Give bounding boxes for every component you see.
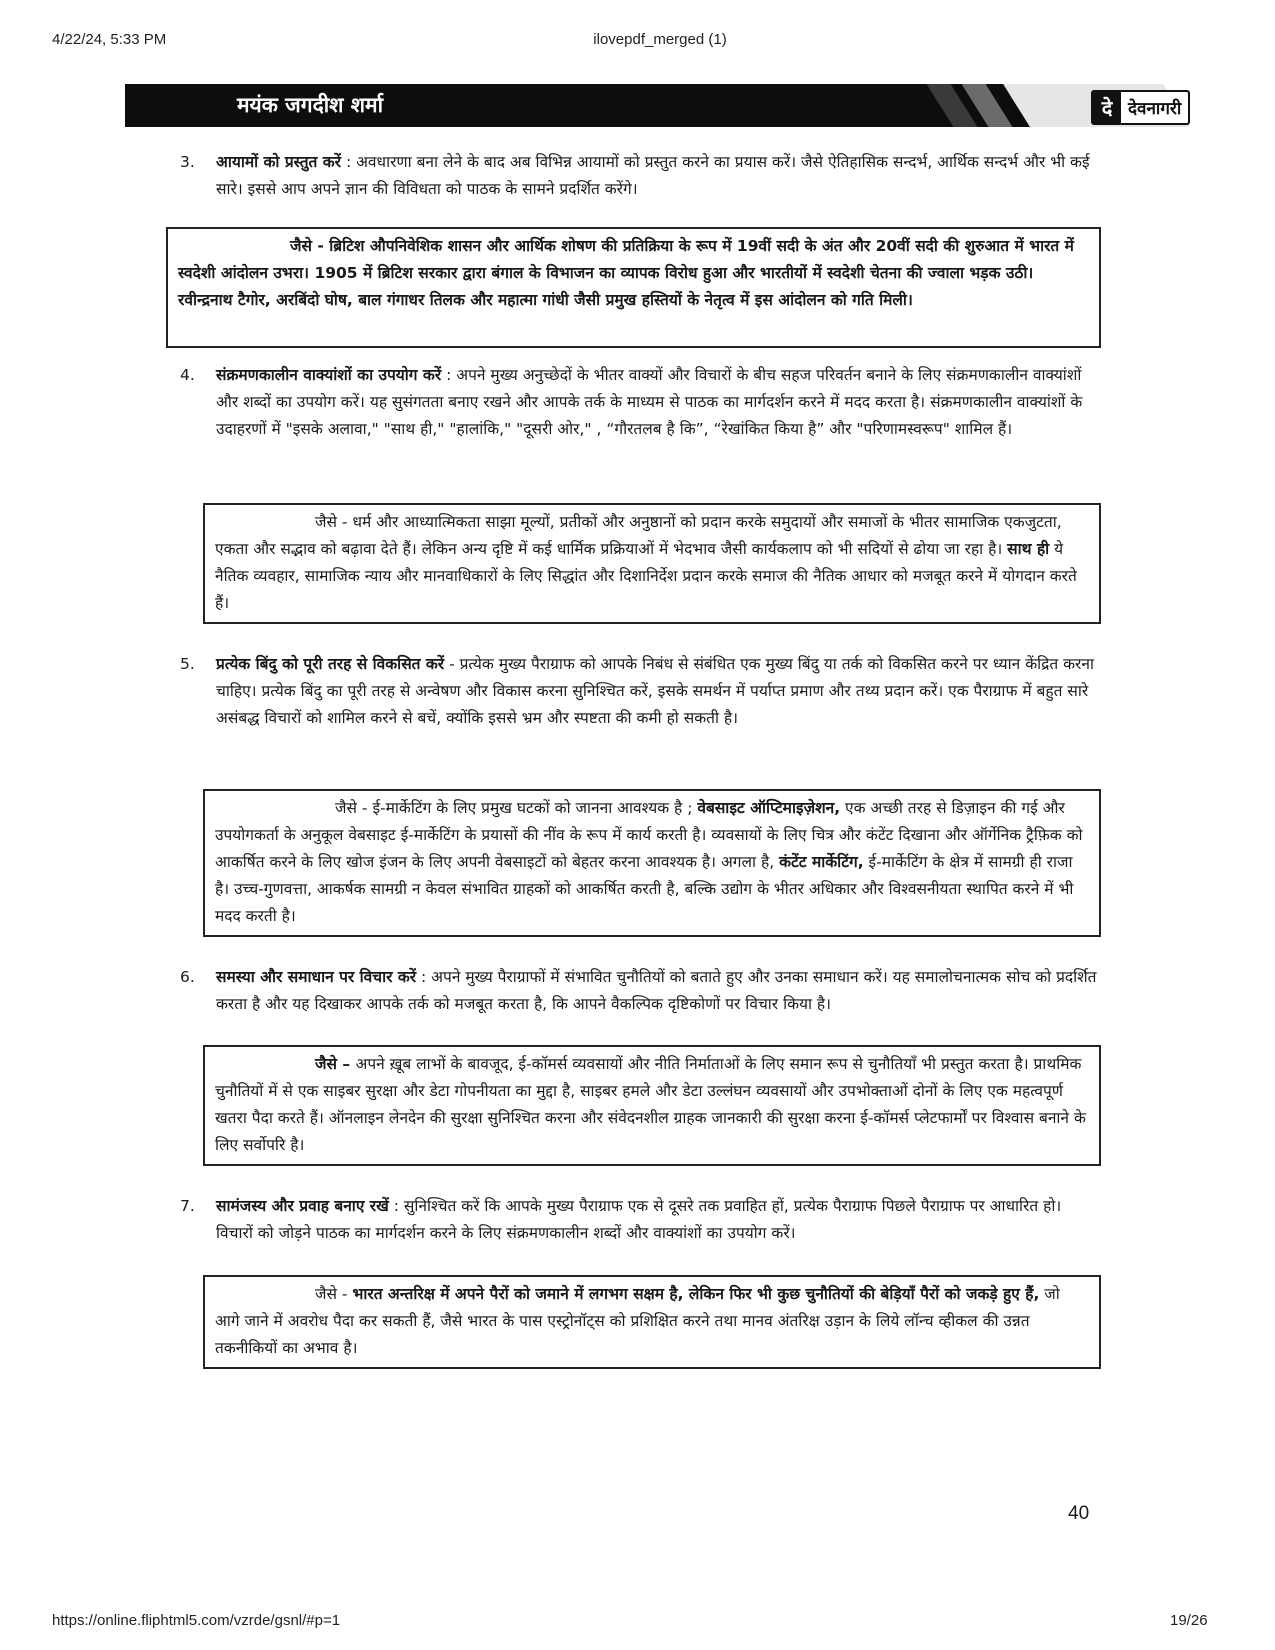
section-body [216,362,1100,443]
section-heading: समस्या और समाधान पर विचार करें [216,968,417,986]
section-text: : अपने मुख्य अनुच्छेदों के भीतर वाक्यों और विचारों के बीच सहज परिवर्तन बनाने के लिए संक्रमणकालीन वाक्यांशों और शब्दों का उपयोग करें। यह सुसंगतता बनाए रखने और आपके तर्क के माध्यम से पाठक का मार्गदर्शन करने में मदद करता है। संक्रमणकालीन वाक्यांशों के उदाहरणों में "इसके अलावा," "साथ ही," "हालांकि," "दूसरी ओर," , “गौरतलब है कि”, “रेखांकित किया है” और "परिणामस्वरूप" शामिल हैं। [216,366,1083,438]
example-lead: जैसे - [335,799,373,817]
section-4 [180,362,1100,443]
page-banner [125,84,1182,127]
logo-mark-icon: दे [1093,92,1121,123]
example-bold: वेबसाइट ऑप्टिमाइज़ेशन, [697,799,841,817]
example-box-2 [203,503,1101,624]
example-box-1 [166,227,1101,348]
section-number: 5. [180,655,195,673]
example-box-3 [203,789,1101,937]
print-doc-title: ilovepdf_merged (1) [593,31,727,48]
print-datetime: 4/22/24, 5:33 PM [52,31,167,48]
section-5 [180,651,1100,732]
example-lead: जैसे - [315,513,353,531]
section-number: 6. [180,968,195,986]
section-number: 3. [180,153,195,171]
example-text: ब्रिटिश औपनिवेशिक शासन और आर्थिक शोषण की प्रतिक्रिया के रूप में 19वीं सदी के अंत और 20वीं सदी की शुरुआत में भारत में स्वदेशी आंदोलन उभरा। 1905 में ब्रिटिश सरकार द्वारा बंगाल के विभाजन का व्यापक विरोध हुआ और भारतीयों में स्वदेशी चेतना की ज्वाला भड़क उठी। रवीन्द्रनाथ टैगोर, अरबिंदो घोष, बाल गंगाधर तिलक और महात्मा गांधी जैसी प्रमुख हस्तियों के नेतृत्व में इस आंदोलन को गति मिली। [178,237,1074,309]
section-text: - प्रत्येक मुख्य पैराग्राफ को आपके निबंध से संबंधित एक मुख्य बिंदु या तर्क को विकसित करने पर ध्यान केंद्रित करना चाहिए। प्रत्येक बिंदु का पूरी तरह से अन्वेषण और विकास करना सुनिश्चित करें, इसके समर्थन में पर्याप्त प्रमाण और तथ्य प्रदान करें। एक पैराग्राफ में बहुत सारे असंबद्ध विचारों को शामिल करने से बचें, क्योंकि इससे भ्रम और स्पष्टता की कमी हो सकती है। [216,655,1094,727]
example-text: एक अच्छी तरह से डिज़ाइन की गई और उपयोगकर्ता के अनुकूल वेबसाइट ई-मार्केटिंग के प्रयासों की नींव के रूप में कार्य करती है। व्यवसायों के लिए चित्र और कंटेंट दिखाना और ऑर्गेनिक ट्रैफ़िक को आकर्षित करने के लिए खोज इंजन के लिए अपनी वेबसाइटों को बेहतर करना आवश्यक है। अगला है, [215,799,1083,871]
section-number: 4. [180,366,195,384]
example-lead: जैसे – [315,1055,356,1073]
section-heading: संक्रमणकालीन वाक्यांशों का उपयोग करें [216,366,442,384]
section-heading: आयामों को प्रस्तुत करें [216,153,341,171]
section-body [216,1193,1100,1247]
section-body [216,964,1100,1018]
section-number: 7. [180,1197,195,1215]
section-body [216,149,1100,203]
example-lead: जैसे - [290,237,330,255]
example-box-4 [203,1045,1101,1166]
example-bold: भारत अन्तरिक्ष में अपने पैरों को जमाने में लगभग सक्षम है, लेकिन फिर भी कुछ चुनौतियों की बेड़ियाँ पैरों को जकड़े हुए हैं, [352,1285,1040,1303]
devanagari-logo [1091,90,1190,125]
section-text: : सुनिश्चित करें कि आपके मुख्य पैराग्राफ एक से दूसरे तक प्रवाहित हों, प्रत्येक पैराग्राफ पिछले पैराग्राफ पर आधारित हो। विचारों को जोड़ने पाठक का मार्गदर्शन करने के लिए संक्रमणकालीन शब्दों और वाक्यांशों का उपयोग करें। [216,1197,1062,1242]
example-text: जो आगे जाने में अवरोध पैदा कर सकती हैं, जैसे भारत के पास एस्ट्रोनॉट्स को प्रशिक्षित करने तथा मानव अंतरिक्ष उड़ान के लिये लॉन्च व्हीकल की उन्नत तकनीकियों का अभाव है। [215,1285,1060,1357]
page-number: 40 [1068,1503,1090,1524]
print-page-count: 19/26 [1170,1612,1208,1629]
section-3 [180,149,1100,203]
section-7 [180,1193,1100,1247]
section-heading: सामंजस्य और प्रवाह बनाए रखें [216,1197,389,1215]
section-6 [180,964,1100,1018]
logo-text: देवनागरी [1128,99,1182,119]
example-text: ई-मार्केटिंग के क्षेत्र में सामग्री ही राजा है। उच्च-गुणवत्ता, आकर्षक सामग्री न केवल संभावित ग्राहकों को आकर्षित करती है, बल्कि उद्योग के भीतर अधिकार और विश्वसनीयता स्थापित करने में भी मदद करती है। [215,853,1074,925]
example-text: ई-मार्केटिंग के लिए प्रमुख घटकों को जानना आवश्यक है ; [372,799,698,817]
example-text: ये नैतिक व्यवहार, सामाजिक न्याय और मानवाधिकारों के लिए सिद्धांत और दिशानिर्देश प्रदान करके समाज की नैतिक आधार को मजबूत करने में योगदान करते हैं। [215,540,1077,612]
section-text: : अवधारणा बना लेने के बाद अब विभिन्न आयामों को प्रस्तुत करने का प्रयास करें। जैसे ऐतिहासिक सन्दर्भ, आर्थिक सन्दर्भ और भी कई सारे। इससे आप अपने ज्ञान की विविधता को पाठक के सामने प्रदर्शित करेंगे। [216,153,1090,198]
example-lead: जैसे - [315,1285,353,1303]
banner-author: मयंक जगदीश शर्मा [237,93,384,117]
example-text: धर्म और आध्यात्मिकता साझा मूल्यों, प्रतीकों और अनुष्ठानों को प्रदान करके समुदायों और समाजों के भीतर सामाजिक एकजुटता, एकता और सद्भाव को बढ़ावा देते हैं। लेकिन अन्य दृष्टि में कई धार्मिक प्रक्रियाओं में भेदभाव जैसी कार्यकलाप को भी सदियों से ढोया जा रहा है। [215,513,1062,558]
section-heading: प्रत्येक बिंदु को पूरी तरह से विकसित करें [216,655,445,673]
section-text: : अपने मुख्य पैराग्राफों में संभावित चुनौतियों को बताते हुए और उनका समाधान करें। यह समालोचनात्मक सोच को प्रदर्शित करता है और यह दिखाकर आपके तर्क को मजबूत करता है, कि आपने वैकल्पिक दृष्टिकोणों पर विचार किया है। [216,968,1097,1013]
example-bold: साथ ही [1007,540,1050,558]
example-bold: कंटेंट मार्केटिंग, [779,853,864,871]
example-text: अपने ख़ूब लाभों के बावजूद, ई-कॉमर्स व्यवसायों और नीति निर्माताओं के लिए समान रूप से चुनौतियाँ भी प्रस्तुत करता है। प्राथमिक चुनौतियों में से एक साइबर सुरक्षा और डेटा गोपनीयता का मुद्दा है, साइबर हमले और डेटा उल्लंघन व्यवसायों और उपभोक्ताओं दोनों के लिए एक महत्वपूर्ण खतरा पैदा करते हैं। ऑनलाइन लेनदेन की सुरक्षा सुनिश्चित करना और संवेदनशील ग्राहक जानकारी की सुरक्षा करना ई-कॉमर्स प्लेटफार्मों पर विश्वास बनाने के लिए सर्वोपरि है। [215,1055,1086,1154]
print-url: https://online.fliphtml5.com/vzrde/gsnl/#p=1 [52,1612,341,1629]
example-box-5 [203,1275,1101,1369]
section-body [216,651,1100,732]
